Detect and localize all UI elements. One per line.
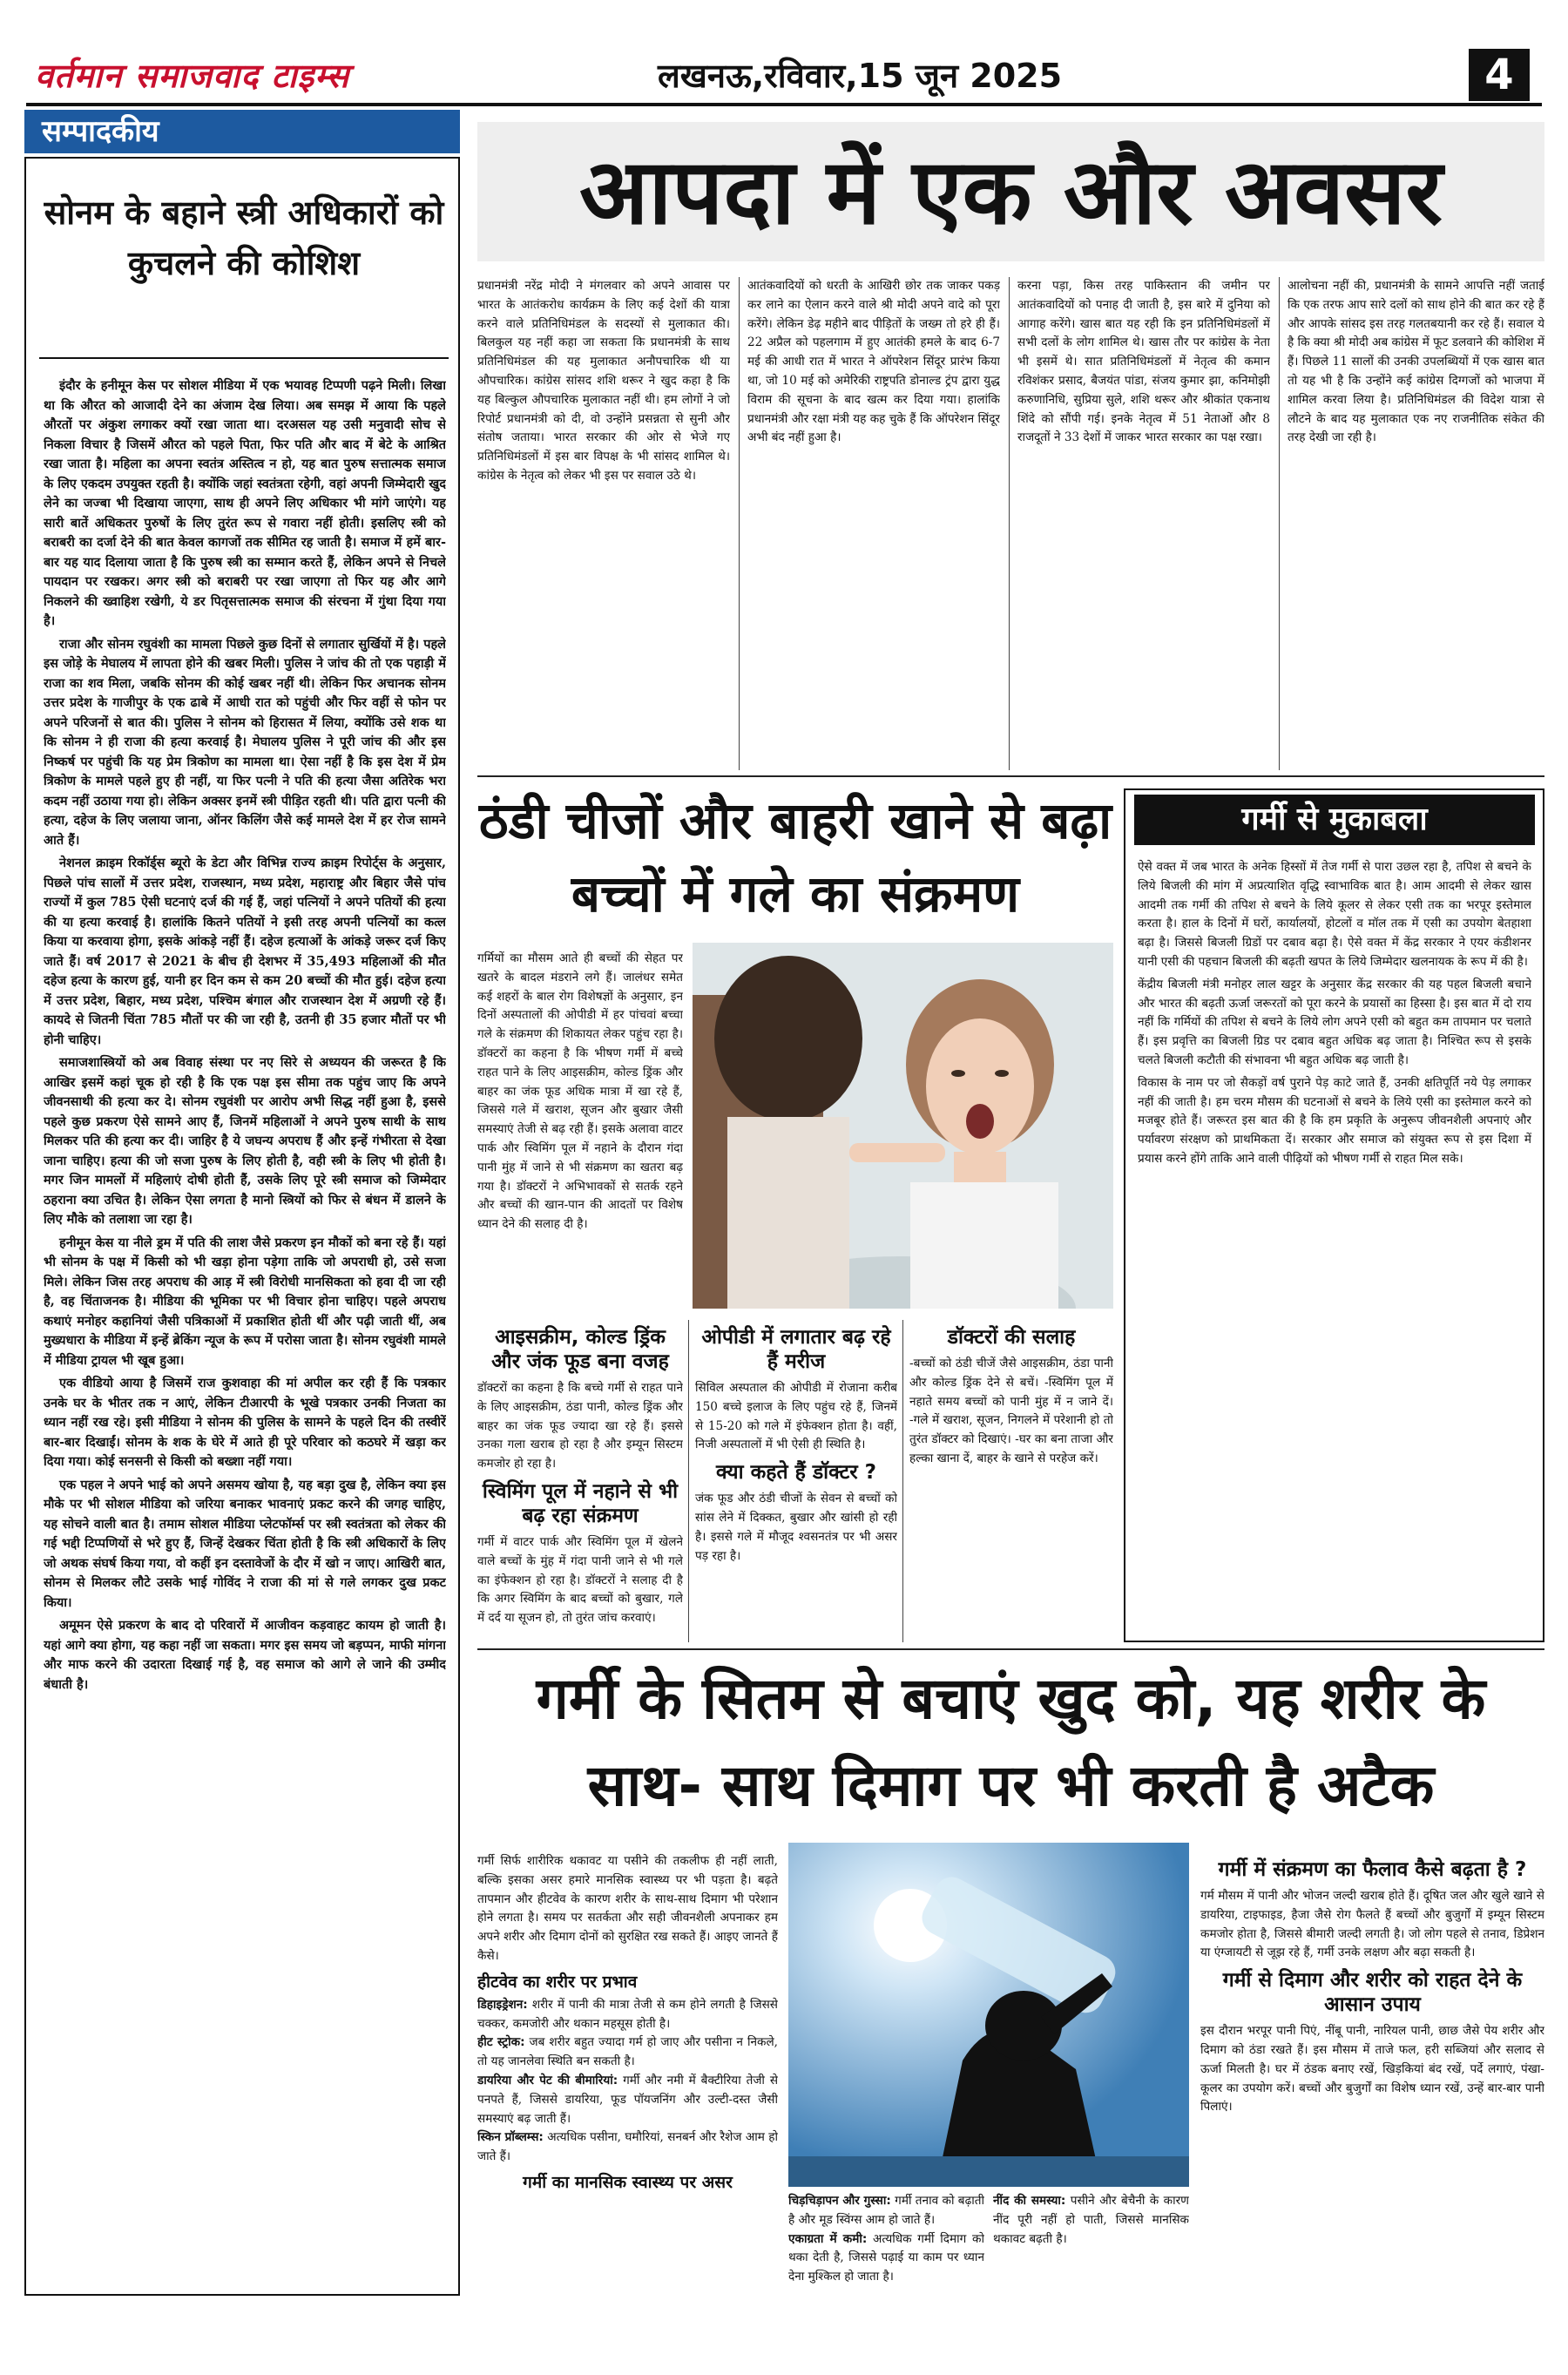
throat-subhead: क्या कहते हैं डॉक्टर ?: [716, 1461, 876, 1485]
effect-value: अत्यधिक पसीना, घमौरियां, सनबर्न और रैशेज आम हो जाते हैं।: [477, 2130, 778, 2164]
throat-section-text: डॉक्टरों का कहना है कि बच्चे गर्मी से राहत पाने के लिए आइसक्रीम, ठंडा पानी, कोल्ड ड्रिंक और बाहर का जंक फूड ज्यादा खा रहे हैं। इससे उनका गला खराब हो रहा है और इम्यून सिस्टम कमजोर हो रहा है।: [477, 1381, 683, 1472]
throat-intro: गर्मियों का मौसम आते ही बच्चों की सेहत पर खतरे के बादल मंडराने लगे हैं। जालंधर समेत कई शहरों के बाल रोग विशेषज्ञों के अनुसार, इन दिनों अस्पतालों की ओपीडी में हर पांचवां बच्चा गले के संक्रमण की शिकायत लेकर पहुंच रहा है। डॉक्टरों का कहना है कि भीषण गर्मी में बच्चे राहत पाने के लिए आइसक्रीम, कोल्ड ड्रिंक और बाहर का जंक फूड अधिक मात्रा में खा रहे हैं, जिससे गले में खराश, सूजन और बुखार जैसी समस्याएं तेजी से बढ़ रही हैं। इसके अलावा वाटर पार्क और स्विमिंग पूल में नहाने के दौरान गंदा पानी मुंह में जाने से भी संक्रमण का खतरा बढ़ गया है। डॉक्टरों ने अभिभावकों से सतर्क रहने और बच्चों की खान-पान की आदतों पर विशेष ध्यान देने की सलाह दी है।: [477, 951, 683, 1232]
editorial-paragraph: अमूमन ऐसे प्रकरण के बाद दो परिवारों में आजीवन कड़वाहट कायम हो जाती है। यहां आगे क्या होगा, यह कहा नहीं जा सकता। मगर इस समय जो बड़प्पन, माफी मांगना और माफ करने की उदारता दिखाई गई है, वह समाज को आगे ले जाने की उम्मीद बंधाती है।: [44, 1618, 446, 1692]
dateline: लखनऊ,रविवार,15 जून 2025: [658, 57, 1063, 95]
editorial-title-rule: [39, 357, 449, 359]
throat-subhead: ओपीडी में लगातार बढ़ रहे हैं मरीज: [701, 1326, 891, 1373]
caption-value: गर्मी तनाव को बढ़ाती है और मूड स्विंग्स आम हो जाते हैं।: [788, 2194, 984, 2227]
throat-section-text: -बच्चों को ठंडी चीजें जैसे आइसक्रीम, ठंडा पानी और कोल्ड ड्रिंक देने से बचें। -स्विमिंग पूल में नहाते समय बच्चों को पानी मुंह में न जाने दें। -गले में खराश, सूजन, निगलने में परेशानी हो तो तुरंत डॉक्टर को दिखाएं। -घर का बना ताजा और हल्का खाना दें, बाहर के खाने से परहेज करें।: [909, 1357, 1113, 1465]
throat-headline: ठंडी चीजों और बाहरी खाने से बढ़ा बच्चों में गले का संक्रमण: [478, 791, 1112, 924]
page-number: 4: [1469, 49, 1530, 101]
column-divider: [739, 277, 740, 770]
caption-column: [993, 2192, 1189, 2297]
throat-subhead: डॉक्टरों की सलाह: [947, 1326, 1076, 1349]
column-divider: [902, 1320, 903, 1642]
lead-column: [1017, 277, 1270, 770]
summer-headline: गर्मी के सितम से बचाएं खुद को, यह शरीर के साथ- साथ दिमाग पर भी करती है अटैक: [536, 1665, 1486, 1819]
drinking-water-illustration: [788, 1843, 1189, 2187]
throat-intro-column: [477, 950, 683, 1311]
throat-subhead: स्विमिंग पूल में नहाने से भी बढ़ रहा संक्रमण: [482, 1479, 679, 1527]
editorial-paragraph: इंदौर के हनीमून केस पर सोशल मीडिया में एक भयावह टिप्पणी पढ़ने मिली। लिखा था कि औरत को आजादी देने का अंजाम देख लिया। अब समझ में आया कि पहले औरतों पर अंकुश लगाकर क्यों रखा जाता था। दरअसल यह उसी मनुवादी सोच से निकला विचार है जिसमें औरत को पहले पिता, फिर पति और बाद में बेटे के आश्रित रखा जाता है। महिला का अपना स्वतंत्र अस्तित्व न हो, यह बात पुरुष सत्तात्मक समाज के लिए एकदम उपयुक्त रहती है। क्योंकि जहां स्वतंत्रता रहेगी, वहां अपनी जिम्मेदारी खुद लेने का जज्बा भी दिखाया जाएगा, साथ ही अपने लिए अधिकार भी मांगे जाएंगे। यह सारी बातें अधिकतर पुरुषों के लिए तुरंत रूप से गवारा नहीं होती। इसलिए स्त्री को बराबरी का दर्जा देने की बात केवल कागजों तक सीमित रह जाती है। समाज में हमें बार-बार यह याद दिलाया जाता है कि पुरुष स्त्री का सम्मान करते हैं, लेकिन अपने से निचले पायदान पर रखकर। अगर स्त्री को बराबरी पर रखा जाएगा तो फिर यह और आगे निकलने की ख्वाहिश रखेगी, ये डर पितृसत्तात्मक समाज की संरचना में गुंथा दिया गया है।: [44, 378, 446, 628]
summer-subhead: हीटवेव का शरीर पर प्रभाव: [477, 1972, 638, 1992]
summer-intro: गर्मी सिर्फ शारीरिक थकावट या पसीने की तकलीफ ही नहीं लाती, बल्कि इसका असर हमारे मानसिक स्वास्थ्य पर भी पड़ता है। बढ़ते तापमान और हीटवेव के कारण शरीर के साथ-साथ दिमाग भी परेशान होने लगता है। समय पर सतर्कता और सही जीवनशैली अपनाकर हम अपने शरीर और दिमाग दोनों को सुरक्षित रख सकते हैं। आइए जानते हैं कैसे।: [477, 1854, 778, 1963]
editorial-paragraph: हनीमून केस या नीले ड्रम में पति की लाश जैसे प्रकरण इन मौकों को बना रहे हैं। यहां भी सोनम के पक्ष में किसी को भी खड़ा होना पड़ेगा ताकि जो अपराधी हो, उसे सजा मिले। लेकिन जिस तरह अपराध की आड़ में स्त्री विरोधी मानसिकता को हवा दी जा रही है, वह चिंताजनक है। मीडिया की भूमिका पर भी विचार होना चाहिए। पहले अपराध कथाएं मनोहर कहानियां जैसी पत्रिकाओं में प्रकाशित होती थीं और पढ़ी जाती थीं, अब मुख्यधारा के मीडिया में इन्हें ब्रेकिंग न्यूज के रूप में परोसा जाता है। सोनम रघुवंशी मामले में मीडिया ट्रायल भी खूब हुआ।: [44, 1235, 446, 1368]
heat-paragraph: केंद्रीय बिजली मंत्री मनोहर लाल खट्टर के अनुसार केंद्र सरकार की यह पहल बिजली बचाने और भारत की बढ़ती ऊर्जा जरूरतों को पूरा करने के प्रयासों का हिस्सा है। इस बात में दो राय नहीं कि गर्मियों की तपिश से बचने के लिये लोग अपने एसी को बहुत कम तापमान पर चलाते हैं। इस प्रवृत्ति का बिजली ग्रिड पर दबाव बहुत अधिक बढ़ जाता है। निश्चित रूप से इसके चलते बिजली कटौती की संभावना भी बहुत अधिक बढ़ जाती है।: [1138, 977, 1531, 1067]
summer-column: [477, 1852, 778, 2297]
heat-paragraph: ऐसे वक्त में जब भारत के अनेक हिस्सों में तेज गर्मी से पारा उछल रहा है, तपिश से बचने के लिये बिजली की मांग में अप्रत्याशित वृद्धि स्वाभाविक बात है। आम आदमी से लेकर खास आदमी तक गर्मी की तपिश से बचने के लिये कूलर से लेकर एसी तक का भरपूर इस्तेमाल करता है। हाल के दिनों में घरों, कार्यालयों, होटलों व मॉल तक में एसी का उपयोग बेतहाशा बढ़ा है। जिससे बिजली ग्रिडों पर दबाव बढ़ा है। ऐसे वक्त में केंद्र सरकार ने एयर कंडीशनर यानी एसी की पहचान बिजली की बढ़ती खपत के लिये जिम्मेदार खलनायक के रूप में की है।: [1138, 860, 1531, 969]
effect-item: [477, 2072, 778, 2128]
newspaper-logo: वर्तमान समाजवाद टाइम्स: [35, 57, 350, 95]
throat-section-text: सिविल अस्पताल की ओपीडी में रोजाना करीब 150 बच्चे इलाज के लिए पहुंच रहे हैं, जिनमें से 15-20 को गले में इंफेक्शन होता है। वहीं, निजी अस्पतालों में भी ऐसी ही स्थिति है।: [695, 1381, 897, 1452]
section-banner: सम्पादकीय: [24, 110, 460, 153]
lead-column: [747, 277, 1000, 770]
caption-key: नींद की समस्या:: [993, 2194, 1066, 2208]
effect-key: डिहाइड्रेशन:: [477, 1997, 528, 2012]
effect-value: शरीर में पानी की मात्रा तेजी से कम होने लगती है जिससे चक्कर, कमजोरी और थकान महसूस होती है।: [477, 1997, 778, 2031]
throat-subhead: आइसक्रीम, कोल्ड ड्रिंक और जंक फूड बना वजह: [491, 1326, 669, 1373]
effect-key: हीट स्ट्रोक:: [477, 2035, 525, 2050]
summer-side-subhead: गर्मी में संक्रमण का फैलाव कैसे बढ़ता है ?: [1218, 1858, 1527, 1881]
section-rule: [477, 775, 1544, 777]
throat-column: [909, 1320, 1113, 1642]
editorial-paragraph: एक पहल ने अपने भाई को अपने असमय खोया है, यह बड़ा दुख है, लेकिन क्या इस मौके पर भी सोशल मीडिया को जरिया बनाकर भावनाएं प्रकट करने की जगह चाहिए, यह सोचने वाली बात है। तमाम सोशल मीडिया प्लेटफॉर्म्स पर स्त्री स्वतंत्रता को लेकर की गई भद्दी टिप्पणियों से भरे हुए हैं, जिन्हें देखकर चिंता होती है कि स्त्री अधिकारों के लिए जो अथक संघर्ष किया गया, वो कहीं इन दस्तावेजों के दौर में खो न जाए। आखिरी बात, सोनम से मिलकर लौटे उसके भाई गोविंद ने राजा की मां से गले लगकर दुख प्रकट किया।: [44, 1477, 446, 1610]
throat-section-text: जंक फूड और ठंडी चीजों के सेवन से बच्चों को सांस लेने में दिक्कत, बुखार और खांसी हो रही है। इससे गले में मौजूद श्वसनतंत्र पर भी असर पड़ रहा है।: [695, 1492, 897, 1563]
lead-paragraph: आलोचना नहीं की, प्रधानमंत्री के सामने आपत्ति नहीं जताई कि एक तरफ आप सारे दलों को साथ होने की बात कर रहे हैं और आपके सांसद इस तरह गलतबयानी कर रहे हैं। सवाल ये है कि क्या श्री मोदी अब कांग्रेस में फूट डलवाने की कोशिश में हैं। पिछले 11 सालों की उनकी उपलब्धियों में एक खास बात तो यह भी है कि उन्होंने कई कांग्रेस दिग्गजों को भाजपा में शामिल करवा लिया है। प्रतिनिधिमंडल की विदेश यात्रा से लौटने के बाद यह मुलाकात एक नए राजनीतिक संकेत की तरह देखी जा रही है।: [1288, 279, 1544, 445]
editorial-title: सोनम के बहाने स्त्री अधिकारों को कुचलने की कोशिश: [44, 193, 444, 282]
summer-subhead: गर्मी का मानसिक स्वास्थ्य पर असर: [523, 2172, 733, 2192]
child-throat-photo: [693, 943, 1113, 1309]
throat-column: [695, 1320, 897, 1642]
effect-key: स्किन प्रॉब्लम्स:: [477, 2130, 544, 2145]
caption-key: चिड़चिड़ापन और गुस्सा:: [788, 2194, 891, 2208]
masthead: [0, 0, 1568, 105]
editorial-paragraph: नेशनल क्राइम रिकॉर्ड्स ब्यूरो के डेटा और विभिन्न राज्य क्राइम रिपोर्ट्स के अनुसार, पिछले पांच सालों में उत्तर प्रदेश, राजस्थान, मध्य प्रदेश, महाराष्ट्र और बिहार जैसे पांच राज्यों में कुल 785 ऐसी घटनाएं दर्ज की गई हैं, जहां पत्नियों ने अपने पतियों की हत्या की या हत्या करवाई है। हालांकि कितने पतियों ने इसी तरह अपनी पत्नियों का कत्ल किया या करवाया होगा, इसके आंकड़े नहीं हैं। दहेज हत्याओं के आंकड़े जरूर दर्ज किए जाते हैं। वर्ष 2017 से 2021 के बीच ही देशभर में 35,493 महिलाओं की मौत दहेज हत्या के कारण हुई, यानी हर दिन कम से कम 20 बच्चों की मौत हुई। दहेज हत्या में उत्तर प्रदेश, बिहार, मध्य प्रदेश, पश्चिम बंगाल और राजस्थान देश में अग्रणी रहे हैं। कायदे से जितनी चिंता 785 मौतों पर की जा रही है, उतनी ही 35 हजार मौतों पर भी होनी चाहिए।: [44, 856, 446, 1047]
lead-paragraph: करना पड़ा, किस तरह पाकिस्तान की जमीन पर आतंकवादियों को पनाह दी जाती है, इस बारे में दुनिया को आगाह करेंगे। खास बात यह रही कि इन प्रतिनिधिमंडलों में सभी दलों के लोग शामिल थे। खास तौर पर कांग्रेस के नेता भी इसमें थे। सात प्रतिनिधिमंडलों में नेतृत्व की कमान रविशंकर प्रसाद, बैजयंत पांडा, संजय कुमार झा, कनिमोझी करुणानिधि, सुप्रिया सुले, शशि थरूर और श्रीकांत एकनाथ शिंदे को सौंपी गई। इनके नेतृत्व में 51 नेताओं और 8 राजदूतों ने 33 देशों में जाकर भारत सरकार का पक्ष रखा।: [1017, 279, 1270, 445]
summer-side-column: [1200, 1852, 1544, 2297]
effect-value: जब शरीर बहुत ज्यादा गर्म हो जाए और पसीना न निकले, तो यह जानलेवा स्थिति बन सकती है।: [477, 2035, 778, 2069]
editorial-body: [44, 376, 446, 2284]
throat-column: [477, 1320, 683, 1642]
child-throat-illustration: [693, 943, 1113, 1309]
heat-editorial-title: गर्मी से मुकाबला: [1134, 795, 1535, 845]
drinking-water-photo: [788, 1843, 1189, 2187]
caption-column: [788, 2192, 984, 2297]
effect-value: गर्मी और नमी में बैक्टीरिया तेजी से पनपते हैं, जिससे डायरिया, फूड पॉयजनिंग और उल्टी-दस्त जैसी समस्याएं बढ़ जाती हैं।: [477, 2073, 778, 2126]
column-divider: [1009, 277, 1010, 770]
editorial-paragraph: राजा और सोनम रघुवंशी का मामला पिछले कुछ दिनों से लगातार सुर्खियों में है। पहले इस जोड़े के मेघालय में लापता होने की खबर मिली। पुलिस ने जांच की तो एक पहाड़ी में राजा का शव मिला, जबकि सोनम की कोई खबर नहीं थी। लेकिन फिर अचानक सोनम उत्तर प्रदेश के गाजीपुर के एक ढाबे में आधी रात को पहुंची और फिर वहीं से फोन पर अपने परिजनों से बात की। पुलिस ने सोनम को हिरासत में लिया, क्योंकि उसे शक था कि सोनम ने ही राजा की हत्या करवाई है। मेघालय पुलिस ने पूरी जांच की और इस निष्कर्ष पर पहुंची कि यह प्रेम त्रिकोण का मामला था। ऐसा नहीं है कि इस देश में प्रेम त्रिकोण के मामले पहले हुए ही नहीं, या फिर पत्नी ने पति की हत्या जैसा अतिरेक भरा कदम नहीं उठाया गया हो। लेकिन अक्सर इनमें स्त्री पीड़ित रहती थी। पति द्वारा पत्नी की हत्या, दहेज के लिए जलाया जाना, ऑनर किलिंग जैसे कई मामले देश में हर रोज सामने आते हैं।: [44, 636, 446, 848]
summer-side-text: इस दौरान भरपूर पानी पिएं, नींबू पानी, नारियल पानी, छाछ जैसे पेय शरीर और दिमाग को ठंडा रखते हैं। इस मौसम में ताजे फल, हरी सब्जियां और सलाद से ऊर्जा मिलती है। घर में ठंडक बनाए रखें, खिड़कियां बंद रखें, पर्दे लगाएं, पंखा-कूलर का उपयोग करें। बच्चों और बुजुर्गों का विशेष ध्यान रखें, उन्हें बार-बार पानी पिलाएं।: [1200, 2024, 1544, 2114]
summer-side-text: गर्म मौसम में पानी और भोजन जल्दी खराब होते हैं। दूषित जल और खुले खाने से डायरिया, टाइफाइड, हैजा जैसे रोग फैलते हैं बच्चों और बुजुर्गों में इम्यून सिस्टम कमजोर होता है, जिससे बीमारी जल्दी लगती है। जो लोग पहले से तनाव, डिप्रेशन या एंग्जायटी से जूझ रहे हैं, गर्मी उनके लक्षण और बढ़ा सकती है।: [1200, 1889, 1544, 1960]
throat-section-text: गर्मी में वाटर पार्क और स्विमिंग पूल में खेलने वाले बच्चों के मुंह में गंदा पानी जाने से भी गले का इंफेक्शन हो रहा है। डॉक्टरों ने सलाह दी है कि अगर स्विमिंग के बाद बच्चों को बुखार, गले में दर्द या सूजन हो, तो तुरंत जांच करवाएं।: [477, 1534, 683, 1626]
masthead-rule: [26, 103, 1542, 106]
summer-side-subhead: गर्मी से दिमाग और शरीर को राहत देने के आसान उपाय: [1222, 1969, 1523, 2017]
lead-column: [477, 277, 730, 770]
section-rule: [477, 1648, 1544, 1650]
effect-item: [477, 2033, 778, 2072]
lead-paragraph: प्रधानमंत्री नरेंद्र मोदी ने मंगलवार को अपने आवास पर भारत के आतंकरोध कार्यक्रम के लिए कई देशों की यात्रा करने वाले प्रतिनिधिमंडल के सदस्यों से मुलाकात की। बिलकुल यह नहीं कहा जा सकता कि प्रधानमंत्री के साथ प्रतिनिधिमंडल की यह मुलाकात अनौपचारिक थी या औपचारिक। कांग्रेस सांसद शशि थरूर ने खुद कहा है कि यह बिल्कुल औपचारिक मुलाकात नहीं थी। हम लोगों ने जो रिपोर्ट प्रधानमंत्री को दी, वो उन्होंने प्रसन्नता से सुनी और संतोष जताया। भारत सरकार की ओर से भेजे गए प्रतिनिधिमंडलों में इस बार विपक्ष के भी सांसद शामिल थे। कांग्रेस के नेतृत्व को लेकर भी इस पर सवाल उठे थे।: [477, 279, 730, 483]
lead-column: [1288, 277, 1544, 770]
editorial-paragraph: समाजशास्त्रियों को अब विवाह संस्था पर नए सिरे से अध्ययन की जरूरत है कि आखिर इसमें कहां चूक हो रही है कि एक पक्ष इस सीमा तक पहुंच जाए कि अपने जीवनसाथी की हत्या कर दे। सोनम रघुवंशी पर आरोप अभी सिद्ध नहीं हुआ है, इससे पहले कुछ प्रकरण ऐसे सामने आए हैं, जिनमें महिलाओं ने अपने पुरुष साथी के साथ मिलकर पति की हत्या कर दी। जाहिर है ये जघन्य अपराध हैं और इन्हें गंभीरता से देखा जाना चाहिए। हत्या की जो सजा पुरुष के लिए होती है, वही स्त्री के लिए भी होती है। मगर जिन मामलों में महिलाएं दोषी होती हैं, उसके लिए पूरे स्त्री समाज को जिम्मेदार ठहराना क्या उचित है। लेकिन ऐसा लगता है मानो स्त्रियों को फिर से बंधन में डालने के लिए मौके को तलाशा जा रहा है।: [44, 1055, 446, 1227]
lead-paragraph: आतंकवादियों को धरती के आखिरी छोर तक जाकर पकड़ कर लाने का ऐलान करने वाले श्री मोदी अपने वादे को पूरा करेंगे। लेकिन डेढ़ महीने बाद पीड़ितों के जख्म तो हरे ही हैं। 22 अप्रैल को पहलगाम में हुए आतंकी हमले के बाद 6-7 मई की आधी रात में भारत ने ऑपरेशन सिंदूर प्रारंभ किया था, जो 10 मई को अमेरिकी राष्ट्रपति डोनाल्ड ट्रंप द्वारा युद्ध विराम की सूचना के बाद खत्म कर दिया गया। हालांकि प्रधानमंत्री और रक्षा मंत्री यह कह चुके हैं कि ऑपरेशन सिंदूर अभी बंद नहीं हुआ है।: [747, 279, 1000, 445]
caption-key: एकाग्रता में कमी:: [788, 2231, 868, 2246]
heat-editorial-body: [1138, 858, 1531, 1634]
heat-paragraph: विकास के नाम पर जो सैकड़ों वर्ष पुराने पेड़ काटे जाते हैं, उनकी क्षतिपूर्ति नये पेड़ लगाकर नहीं की जाती है। हम चरम मौसम की घटनाओं से बचने के लिये एसी का इस्तेमाल करने को मजबूर होते हैं। जरूरत इस बात की है कि हम प्रकृति के अनुरूप जीवनशैली अपनाएं और पर्यावरण संरक्षण को प्राथमिकता दें। सरकार और समाज को संयुक्त रूप से इस दिशा में प्रयास करने होंगे ताकि आने वाली पीढ़ियों को भीषण गर्मी से राहत मिल सके।: [1138, 1075, 1531, 1166]
effect-item: [477, 2128, 778, 2167]
caption-value: पसीने और बेचैनी के कारण नींद पूरी नहीं हो पाती, जिससे मानसिक थकावट बढ़ती है।: [993, 2194, 1189, 2246]
lead-headline: आपदा में एक और अवसर: [477, 122, 1544, 261]
column-divider: [688, 1320, 689, 1642]
caption-value: अत्यधिक गर्मी दिमाग को थका देती है, जिससे पढ़ाई या काम पर ध्यान देना मुश्किल हो जाता है।: [788, 2231, 984, 2284]
effect-key: डायरिया और पेट की बीमारियां:: [477, 2073, 618, 2087]
editorial-paragraph: एक वीडियो आया है जिसमें राज कुशवाहा की मां अपील कर रही हैं कि पत्रकार उनके घर के भीतर तक न आएं, लेकिन टीआरपी के भूखे पत्रकार उनकी निजता का ध्यान नहीं रख रहे। इसी मीडिया ने सोनम की पुलिस के सामने के पहले दिन की तस्वीरें बार-बार दिखाईं। सोनम के शक के घेरे में आते ही पूरे परिवार को कठघरे में खड़ा कर दिया गया। कोई सनसनी से किसी को बख्शा नहीं गया।: [44, 1376, 446, 1469]
effect-item: [477, 1996, 778, 2034]
column-divider: [1279, 277, 1280, 770]
